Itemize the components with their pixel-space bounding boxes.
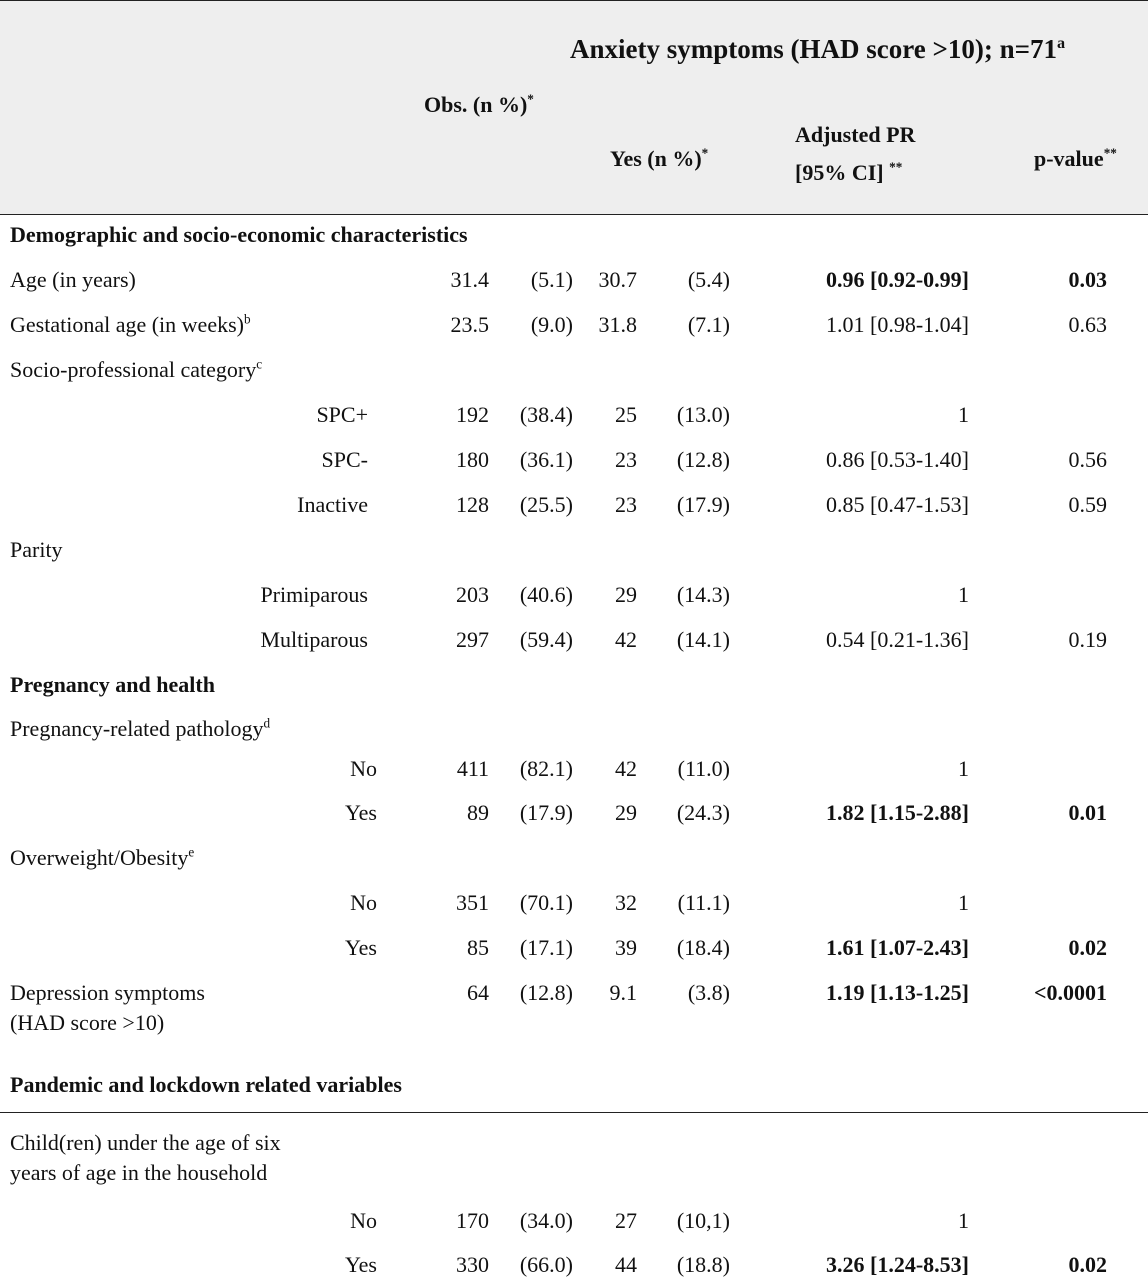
p-value-cell: 0.02 — [1068, 935, 1107, 960]
row-label: Overweight/Obesity$^e$ — [10, 844, 195, 870]
row-level-label: Yes — [344, 935, 377, 960]
obs-n-cell: 128 — [456, 492, 489, 517]
yes-n-cell: 30.7 — [598, 267, 637, 292]
yes-n-cell: 42 — [615, 627, 637, 652]
adjusted-pr-cell: 1 — [958, 756, 969, 781]
row-level-label: Inactive — [297, 492, 368, 517]
obs-n-cell: 89 — [467, 800, 489, 825]
top-rule — [0, 0, 1148, 1]
row-label-footnote: e — [188, 844, 195, 860]
yes-pct-cell: (11.0) — [677, 756, 730, 781]
p-value-cell: <0.0001 — [1033, 980, 1107, 1005]
obs-pct-cell: (12.8) — [519, 980, 573, 1005]
obs-n-cell: 64 — [467, 980, 489, 1005]
p-value-cell: 0.56 — [1068, 447, 1107, 472]
row-label-continued: (HAD score >10) — [10, 1010, 165, 1035]
column-group-title: Anxiety symptoms (HAD score >10); $n=71^a$ — [570, 34, 1066, 64]
row-label: Gestational age (in weeks)$^b$ — [10, 311, 251, 337]
adjusted-pr-cell: 3.26 [1.24-8.53] — [826, 1252, 969, 1277]
row-level-label: SPC- — [321, 447, 368, 472]
adjusted-pr-cell: 1.01 [0.98-1.04] — [826, 312, 969, 337]
adjusted-pr-cell: 0.96 [0.92-0.99] — [826, 267, 969, 292]
obs-pct-cell: (34.0) — [519, 1208, 573, 1233]
yes-pct-cell: (10,1) — [676, 1208, 730, 1233]
row-label-footnote: b — [243, 311, 251, 327]
obs-n-cell: 180 — [456, 447, 489, 472]
obs-pct-cell: (17.1) — [519, 935, 573, 960]
obs-n-cell: 23.5 — [450, 312, 489, 337]
p-value-cell: 0.01 — [1068, 800, 1107, 825]
row-label: Pregnancy-related pathology$^d$ — [10, 715, 271, 741]
yes-pct-cell: (14.3) — [676, 582, 730, 607]
adjusted-pr-cell: 0.54 [0.21-1.36] — [826, 627, 969, 652]
obs-pct-cell: (82.1) — [519, 756, 573, 781]
adjusted-pr-cell: 1 — [958, 582, 969, 607]
yes-pct-cell: (11.1) — [677, 890, 730, 915]
yes-n-cell: 39 — [615, 935, 637, 960]
yes-pct-cell: (18.8) — [676, 1252, 730, 1277]
yes-n-cell: 44 — [615, 1252, 637, 1277]
p-value-cell: 0.63 — [1068, 312, 1107, 337]
obs-n-cell: 330 — [456, 1252, 489, 1277]
row-level-label: Multiparous — [260, 627, 368, 652]
row-level-label: Yes — [344, 1252, 377, 1277]
yes-pct-cell: (7.1) — [687, 312, 730, 337]
row-level-label: No — [350, 890, 377, 915]
yes-n-cell: 29 — [615, 800, 637, 825]
adjusted-pr-cell: 1 — [958, 1208, 969, 1233]
row-label-footnote: d — [263, 715, 271, 731]
p-value-cell: 0.59 — [1068, 492, 1107, 517]
obs-pct-cell: (25.5) — [519, 492, 573, 517]
p-value-cell: 0.03 — [1068, 267, 1107, 292]
row-level-label: No — [350, 756, 377, 781]
yes-pct-cell: (3.8) — [687, 980, 730, 1005]
obs-n-cell: 411 — [456, 756, 489, 781]
yes-n-cell: 27 — [615, 1208, 637, 1233]
obs-pct-cell: (38.4) — [519, 402, 573, 427]
obs-n-cell: 85 — [467, 935, 489, 960]
p-value-column-header: p-value** — [1034, 145, 1117, 171]
table-header-background — [0, 0, 1148, 214]
yes-n-cell: 29 — [615, 582, 637, 607]
section-heading: Pregnancy and health — [10, 672, 215, 697]
row-label: Socio-professional category$^c$ — [10, 356, 263, 382]
adjusted-pr-cell: 1.61 [1.07-2.43] — [826, 935, 969, 960]
obs-pct-cell: (66.0) — [519, 1252, 573, 1277]
yes-pct-cell: (24.3) — [676, 800, 730, 825]
yes-n-cell: 25 — [615, 402, 637, 427]
p-value-cell: 0.19 — [1068, 627, 1107, 652]
row-label-footnote: c — [256, 356, 263, 372]
obs-n-cell: 203 — [456, 582, 489, 607]
yes-n-cell: 31.8 — [598, 312, 637, 337]
adjusted-pr-cell: 1.19 [1.13-1.25] — [826, 980, 969, 1005]
yes-pct-cell: (18.4) — [676, 935, 730, 960]
row-label-continued: years of age in the household — [10, 1160, 268, 1185]
header-rule — [0, 214, 1148, 215]
p-value-cell: 0.02 — [1068, 1252, 1107, 1277]
pr-column-header-line2: [95% CI] ** — [795, 159, 903, 185]
obs-column-header: Obs. (n %)* — [424, 91, 534, 117]
row-label: Depression symptoms — [10, 980, 205, 1005]
obs-pct-cell: (17.9) — [519, 800, 573, 825]
yes-n-cell: 9.1 — [609, 980, 637, 1005]
obs-pct-cell: (70.1) — [519, 890, 573, 915]
adjusted-pr-cell: 0.85 [0.47-1.53] — [826, 492, 969, 517]
yes-n-cell: 42 — [615, 756, 637, 781]
obs-n-cell: 351 — [456, 890, 489, 915]
yes-n-cell: 23 — [615, 492, 637, 517]
row-level-label: SPC+ — [316, 402, 368, 427]
obs-pct-cell: (59.4) — [519, 627, 573, 652]
section-rule — [0, 1112, 1148, 1113]
obs-n-cell: 31.4 — [450, 267, 489, 292]
obs-pct-cell: (36.1) — [519, 447, 573, 472]
yes-pct-cell: (17.9) — [676, 492, 730, 517]
row-level-label: Yes — [344, 800, 377, 825]
yes-n-cell: 32 — [615, 890, 637, 915]
adjusted-pr-cell: 1.82 [1.15-2.88] — [826, 800, 969, 825]
row-label: Parity — [10, 537, 63, 562]
obs-n-cell: 192 — [456, 402, 489, 427]
yes-pct-cell: (14.1) — [676, 627, 730, 652]
row-level-label: No — [350, 1208, 377, 1233]
yes-column-header: Yes (n %)* — [610, 145, 709, 171]
adjusted-pr-cell: 1 — [958, 890, 969, 915]
row-label: Child(ren) under the age of six — [10, 1130, 281, 1155]
obs-pct-cell: (9.0) — [530, 312, 573, 337]
yes-n-cell: 23 — [615, 447, 637, 472]
yes-pct-cell: (12.8) — [676, 447, 730, 472]
obs-pct-cell: (40.6) — [519, 582, 573, 607]
pr-column-header-line1: Adjusted PR — [795, 122, 916, 147]
yes-pct-cell: (13.0) — [676, 402, 730, 427]
row-label: Age (in years) — [10, 267, 136, 292]
obs-n-cell: 170 — [456, 1208, 489, 1233]
section-heading: Demographic and socio-economic characteristics — [10, 222, 468, 247]
obs-pct-cell: (5.1) — [530, 267, 573, 292]
adjusted-pr-cell: 1 — [958, 402, 969, 427]
yes-pct-cell: (5.4) — [687, 267, 730, 292]
section-heading: Pandemic and lockdown related variables — [10, 1072, 402, 1097]
row-level-label: Primiparous — [260, 582, 368, 607]
adjusted-pr-cell: 0.86 [0.53-1.40] — [826, 447, 969, 472]
obs-n-cell: 297 — [456, 627, 489, 652]
